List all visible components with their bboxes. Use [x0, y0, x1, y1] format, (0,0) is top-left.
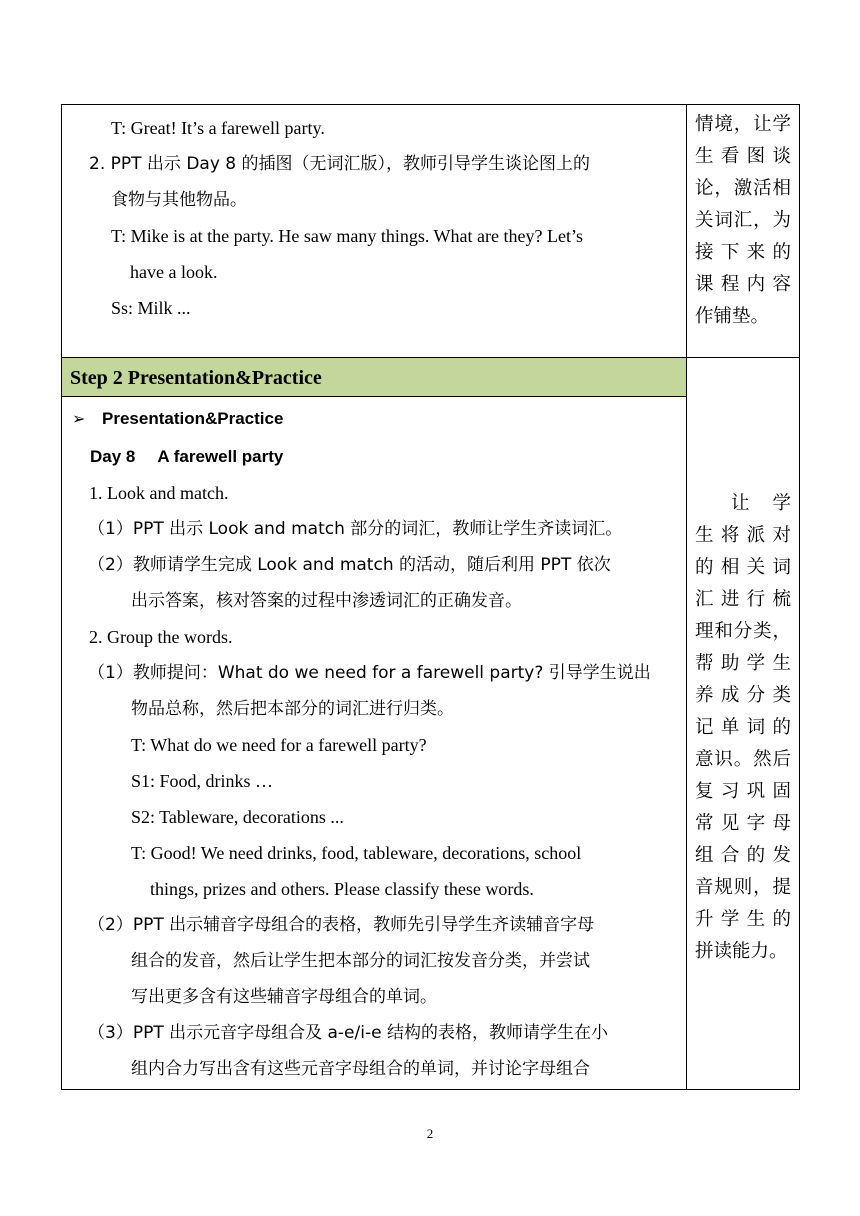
- side-cell: [687, 358, 800, 1090]
- instruction-line: 组内合力写出含有这些元音字母组合的单词，并讨论字母组合: [131, 1059, 590, 1079]
- design-rationale: 让 学 生 将 派 对 的 相 关 词 汇 进 行 梳 理和分类， 帮 助 学 生 养 成 分 类 记 单 词 的 意识。然后 复 习 巩 固 常 见 字 母 组 合 的 发 音规则，提 升 学 生 的 拼读能力。: [695, 493, 791, 962]
- main-cell: [62, 105, 687, 358]
- instruction-line: 组合的发音，然后让学生把本部分的词汇按发音分类，并尝试: [131, 951, 590, 971]
- step-header: Step 2 Presentation&Practice: [62, 358, 686, 397]
- table-row: [62, 358, 800, 1090]
- design-rationale: 情境，让学 生 看 图 谈 论，激活相 关词汇，为 接 下 来 的 课 程 内 容 作铺垫。: [695, 114, 791, 327]
- table-row: [62, 105, 800, 358]
- dialogue-line: S2: Tableware, decorations ...: [131, 807, 344, 827]
- lesson-plan-table: [61, 104, 800, 1090]
- instruction-line: 2. PPT 出示 Day 8 的插图（无词汇版），教师引导学生谈论图上的: [89, 154, 591, 174]
- dialogue-line: T: What do we need for a farewell party?: [131, 735, 427, 755]
- instruction-line: （1）教师提问：What do we need for a farewell party? 引导学生说出: [88, 663, 651, 683]
- dialogue-line: T: Great! It’s a farewell party.: [111, 118, 325, 138]
- day-heading: Day 8 A farewell party: [90, 447, 284, 466]
- dialogue-line: things, prizes and others. Please classify these words.: [150, 879, 534, 899]
- dialogue-line: T: Mike is at the party. He saw many things. What are they? Let’s: [111, 226, 583, 246]
- instruction-line: （3）PPT 出示元音字母组合及 a-e/i-e 结构的表格，教师请学生在小: [88, 1023, 608, 1043]
- instruction-line: 食物与其他物品。: [111, 190, 247, 210]
- section-heading: 2. Group the words.: [89, 627, 233, 647]
- instruction-line: 出示答案，核对答案的过程中渗透词汇的正确发音。: [131, 591, 522, 611]
- dialogue-line: Ss: Milk ...: [111, 298, 191, 318]
- main-cell: [62, 358, 687, 1090]
- instruction-line: 写出更多含有这些辅音字母组合的单词。: [131, 987, 437, 1007]
- bullet-heading: ➢ Presentation&Practice: [62, 400, 686, 438]
- page-number: 2: [426, 1126, 434, 1141]
- arrow-bullet-icon: ➢: [72, 411, 86, 428]
- instruction-line: （2）教师请学生完成 Look and match 的活动，随后利用 PPT 依次: [88, 555, 611, 575]
- instruction-line: （1）PPT 出示 Look and match 部分的词汇，教师让学生齐读词汇。: [88, 519, 623, 539]
- instruction-line: 物品总称，然后把本部分的词汇进行归类。: [131, 699, 454, 719]
- section-heading: 1. Look and match.: [89, 483, 229, 503]
- dialogue-line: S1: Food, drinks …: [131, 771, 274, 791]
- dialogue-line: have a look.: [130, 262, 218, 282]
- side-cell: [687, 105, 800, 358]
- instruction-line: （2）PPT 出示辅音字母组合的表格，教师先引导学生齐读辅音字母: [88, 915, 595, 935]
- dialogue-line: T: Good! We need drinks, food, tableware, decorations, school: [131, 843, 582, 863]
